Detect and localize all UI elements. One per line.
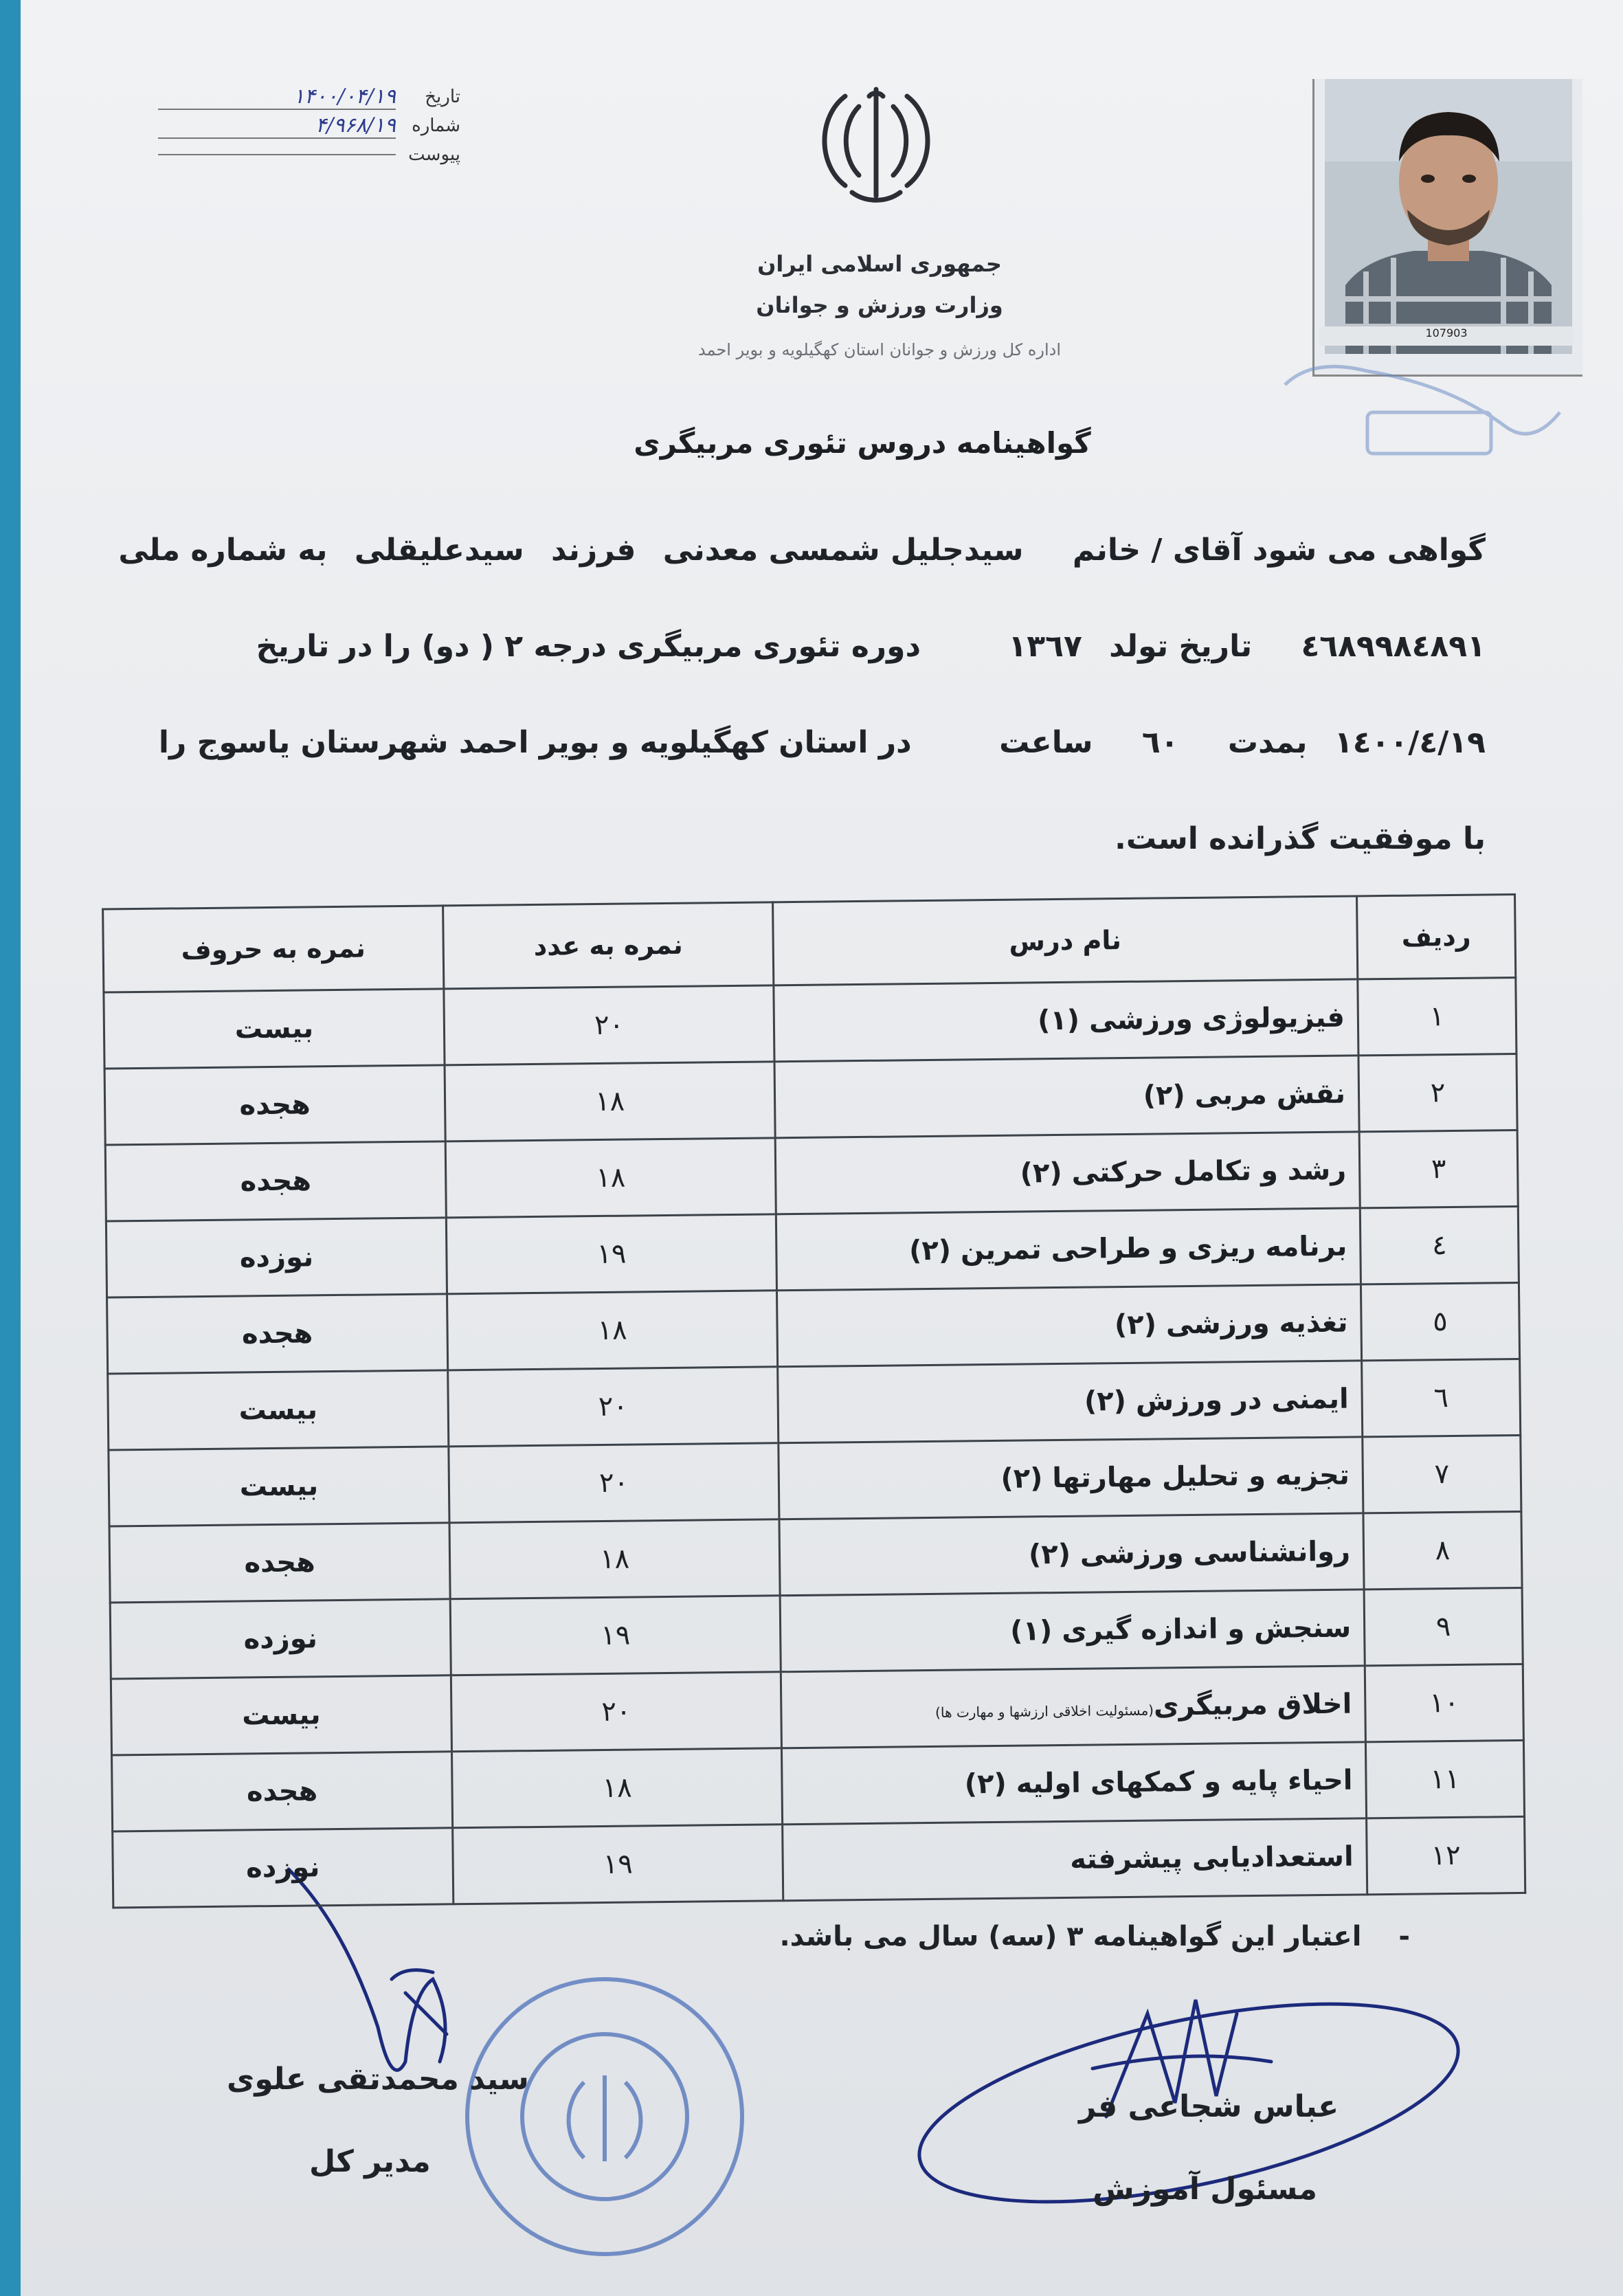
left-signer-title: مدیر کل — [309, 2144, 431, 2179]
row-index: ۹ — [1435, 1611, 1451, 1643]
grade-row — [111, 1664, 1523, 1755]
photo-caption: 107903 — [1319, 326, 1574, 346]
row-index: ۸ — [1435, 1535, 1451, 1567]
row-index: ۱۰ — [1429, 1686, 1459, 1719]
grade-row — [113, 1816, 1525, 1908]
row-index-cell — [1358, 978, 1516, 1056]
row-score-number: ۲۰ — [601, 1695, 631, 1728]
left-signer-name: سید محمدتقی علوی — [227, 2062, 529, 2097]
grade-row — [106, 1206, 1519, 1297]
birth-year: ١٣٦٧ — [1008, 629, 1082, 664]
grades-body — [104, 978, 1525, 1908]
row-score-words-cell — [106, 1218, 447, 1297]
row-score-words: هجده — [246, 1775, 318, 1808]
row-index-cell — [1363, 1435, 1521, 1513]
reference-block — [158, 82, 460, 169]
reference-number-row — [158, 111, 460, 140]
row-index-cell — [1359, 1130, 1518, 1207]
row-score-number-cell — [445, 1138, 776, 1218]
row-score-number: ۲۰ — [598, 1390, 628, 1423]
official-round-seal — [467, 1979, 742, 2254]
row-score-number: ۱۹ — [601, 1619, 631, 1652]
right-signer-title: مسئول آموزش — [1093, 2172, 1318, 2207]
grades-table — [102, 893, 1526, 1908]
certificate-page — [21, 0, 1623, 2296]
header-course: نام درس — [773, 896, 1358, 985]
row-course: نقش مربی (۲) — [1143, 1078, 1346, 1112]
row-score-words-cell — [108, 1370, 449, 1450]
reference-attachment-value — [158, 154, 396, 155]
row-score-words: هجده — [240, 1165, 312, 1198]
reference-date-value: ۱۴۰۰/۰۴/۱۹ — [158, 85, 396, 110]
row-course: رشد و تکامل حرکتی (۲) — [1020, 1154, 1347, 1190]
row-course: سنجش و اندازه گیری (۱) — [1010, 1612, 1352, 1647]
row-index: ۲ — [1430, 1077, 1446, 1109]
row-course-cell — [781, 1666, 1365, 1748]
row-course: ایمنی در ورزش (۲) — [1084, 1383, 1349, 1418]
grade-row — [109, 1435, 1521, 1526]
row-course-cell — [780, 1590, 1365, 1672]
body-line-4: با موفقیت گذرانده است. — [1115, 821, 1486, 856]
body-line-2 — [139, 629, 1486, 664]
grade-row — [104, 978, 1516, 1069]
validity-dash: - — [1398, 1921, 1410, 1952]
row-course-note: (مسئولیت اخلاقی ارزشها و مهارت ها) — [934, 1702, 1154, 1721]
row-score-number: ۱۸ — [599, 1543, 630, 1576]
row-score-number-cell — [446, 1214, 776, 1294]
grade-row — [110, 1587, 1523, 1679]
row-index-cell — [1367, 1816, 1525, 1894]
row-index: ٤ — [1431, 1229, 1447, 1262]
reference-attachment-row — [158, 140, 460, 169]
row-score-number: ۱۹ — [596, 1238, 627, 1271]
grade-row — [107, 1282, 1520, 1374]
row-score-number-cell — [449, 1443, 779, 1523]
row-course: تغذیه ورزشی (۲) — [1114, 1306, 1348, 1341]
header-office: اداره کل ورزش و جوانان استان کهگیلویه و بویر احمد — [697, 340, 1062, 359]
row-course: برنامه ریزی و طراحی تمرین (۲) — [908, 1230, 1347, 1267]
row-index: ٥ — [1433, 1306, 1448, 1338]
body-l3-duration-label: بمدت — [1227, 725, 1308, 760]
row-course-cell — [775, 1132, 1360, 1214]
row-course-cell — [774, 1056, 1359, 1138]
row-score-number-cell — [448, 1367, 779, 1447]
row-index: ۳ — [1431, 1153, 1446, 1185]
row-score-number: ۱۸ — [597, 1314, 627, 1347]
row-score-number-cell — [451, 1748, 782, 1828]
reference-number-label: شماره — [412, 115, 460, 136]
certificate-title: گواهینامه دروس تئوری مربیگری — [634, 426, 1091, 460]
row-score-words-cell — [111, 1675, 451, 1755]
row-score-number-cell — [453, 1825, 783, 1904]
row-score-number: ۱۸ — [596, 1161, 626, 1194]
grade-row — [109, 1511, 1522, 1603]
row-score-words: نوزده — [243, 1623, 318, 1656]
body-l3-location: در استان کهگیلویه و بویر احمد شهرستان یاسوج را — [158, 725, 912, 760]
row-score-words: نوزده — [245, 1851, 320, 1884]
portrait-image — [1325, 79, 1572, 354]
grade-row — [108, 1359, 1521, 1450]
row-course-cell — [783, 1818, 1367, 1901]
grade-row — [105, 1130, 1518, 1221]
body-l1-child-of: فرزند — [550, 533, 636, 568]
row-index-cell — [1358, 1054, 1517, 1132]
row-score-words-cell — [104, 989, 445, 1069]
row-score-words-cell — [113, 1828, 454, 1908]
body-l2-course: دوره تئوری مربیگری درجه ۲ ( دو) را در تاریخ — [256, 629, 921, 664]
row-score-words-cell — [107, 1294, 448, 1374]
row-course: استعدادیابی پیشرفته — [1069, 1840, 1354, 1875]
right-signer-name: عباس شجاعی فر — [1079, 2089, 1339, 2124]
row-course: احیاء پایه و کمکهای اولیه (۲) — [964, 1764, 1353, 1801]
body-l3-hours-label: ساعت — [999, 725, 1093, 760]
row-index-cell — [1362, 1359, 1521, 1436]
row-score-words: نوزده — [239, 1241, 314, 1274]
row-course-cell — [774, 979, 1358, 1062]
reference-date-row — [158, 82, 460, 111]
row-score-number: ۲۰ — [594, 1009, 625, 1042]
row-score-number-cell — [449, 1519, 780, 1599]
row-score-words: بیست — [241, 1699, 321, 1732]
row-score-words: هجده — [244, 1546, 315, 1579]
course-hours: ٦٠ — [1141, 725, 1179, 760]
holder-name: سیدجلیل شمسی معدنی — [662, 533, 1024, 568]
row-course-cell — [779, 1437, 1363, 1519]
body-l2-birth-label: تاریخ تولد — [1109, 629, 1253, 664]
row-score-words-cell — [112, 1752, 453, 1831]
grade-row — [112, 1740, 1525, 1831]
row-index: ۱۲ — [1431, 1839, 1461, 1872]
row-index-cell — [1360, 1206, 1519, 1284]
row-course-cell — [779, 1513, 1364, 1596]
grades-header-row — [103, 895, 1516, 993]
row-score-words: بیست — [234, 1012, 314, 1045]
validity-note — [779, 1921, 1410, 1952]
iran-emblem-icon — [804, 76, 948, 213]
course-date: ١٤٠٠/٤/١٩ — [1334, 725, 1486, 760]
row-score-number: ۱۸ — [594, 1085, 625, 1118]
row-score-words: هجده — [239, 1089, 311, 1122]
row-index-cell — [1363, 1511, 1522, 1589]
row-score-words-cell — [105, 1141, 446, 1221]
national-id: ٤٦٨٩٩٨٤٨٩١ — [1301, 629, 1486, 664]
photo-corner-stamp — [1285, 366, 1560, 454]
row-index-cell — [1365, 1664, 1523, 1741]
body-line-1 — [118, 533, 1486, 568]
row-score-number-cell — [451, 1672, 781, 1752]
row-course-cell — [776, 1208, 1361, 1291]
row-score-number-cell — [445, 1062, 775, 1141]
row-score-words: هجده — [241, 1317, 313, 1350]
row-index: ٦ — [1433, 1382, 1449, 1414]
header-ministry: وزارت ورزش و جوانان — [756, 292, 1003, 318]
father-name: سیدعلیقلی — [354, 533, 524, 568]
row-index-cell — [1361, 1282, 1519, 1360]
body-l1-national-id-label: به شماره ملی — [118, 533, 328, 568]
row-score-words: بیست — [238, 1394, 318, 1427]
header-republic: جمهوری اسلامی ایران — [757, 251, 1002, 277]
row-course: اخلاق مربیگری — [1153, 1688, 1352, 1722]
row-index-cell — [1364, 1587, 1523, 1665]
row-course-cell — [776, 1284, 1361, 1367]
portrait-photo — [1325, 79, 1572, 354]
row-course-cell — [778, 1361, 1363, 1443]
row-score-words-cell — [104, 1065, 445, 1145]
row-course-cell — [781, 1742, 1366, 1825]
row-index-cell — [1365, 1740, 1524, 1818]
row-score-number: ۱۸ — [602, 1772, 632, 1804]
header-score-words: نمره به حروف — [103, 906, 444, 992]
row-score-number-cell — [444, 985, 774, 1065]
header-score-number: نمره به عدد — [443, 902, 774, 989]
row-score-words-cell — [109, 1447, 449, 1526]
validity-text: اعتبار این گواهینامه ۳ (سه) سال می باشد. — [779, 1921, 1362, 1952]
row-index: ۱ — [1429, 1001, 1445, 1033]
row-score-number: ۲۰ — [598, 1467, 629, 1500]
reference-number-value: ۴/۹۶۸/۱۹ — [158, 113, 396, 139]
row-score-number-cell — [450, 1596, 781, 1675]
row-course: روانشناسی ورزشی (۲) — [1028, 1535, 1351, 1571]
body-l1-intro: گواهی می شود آقای / خانم — [1072, 533, 1486, 568]
header-index: ردیف — [1357, 895, 1516, 979]
row-course: تجزیه و تحلیل مهارتها (۲) — [1000, 1459, 1350, 1495]
row-score-words-cell — [109, 1523, 450, 1603]
reference-date-label: تاریخ — [425, 87, 460, 107]
reference-attachment-label: پیوست — [408, 144, 460, 165]
row-index: ۱۱ — [1430, 1763, 1460, 1796]
row-index: ۷ — [1434, 1458, 1450, 1491]
row-score-words-cell — [110, 1599, 451, 1679]
row-score-words: بیست — [239, 1470, 319, 1503]
row-score-number: ۱۹ — [603, 1848, 633, 1880]
body-line-3 — [139, 725, 1486, 760]
row-score-number-cell — [447, 1291, 778, 1370]
grade-row — [104, 1054, 1517, 1146]
row-course: فیزیولوژی ورزشی (۱) — [1037, 1001, 1345, 1037]
